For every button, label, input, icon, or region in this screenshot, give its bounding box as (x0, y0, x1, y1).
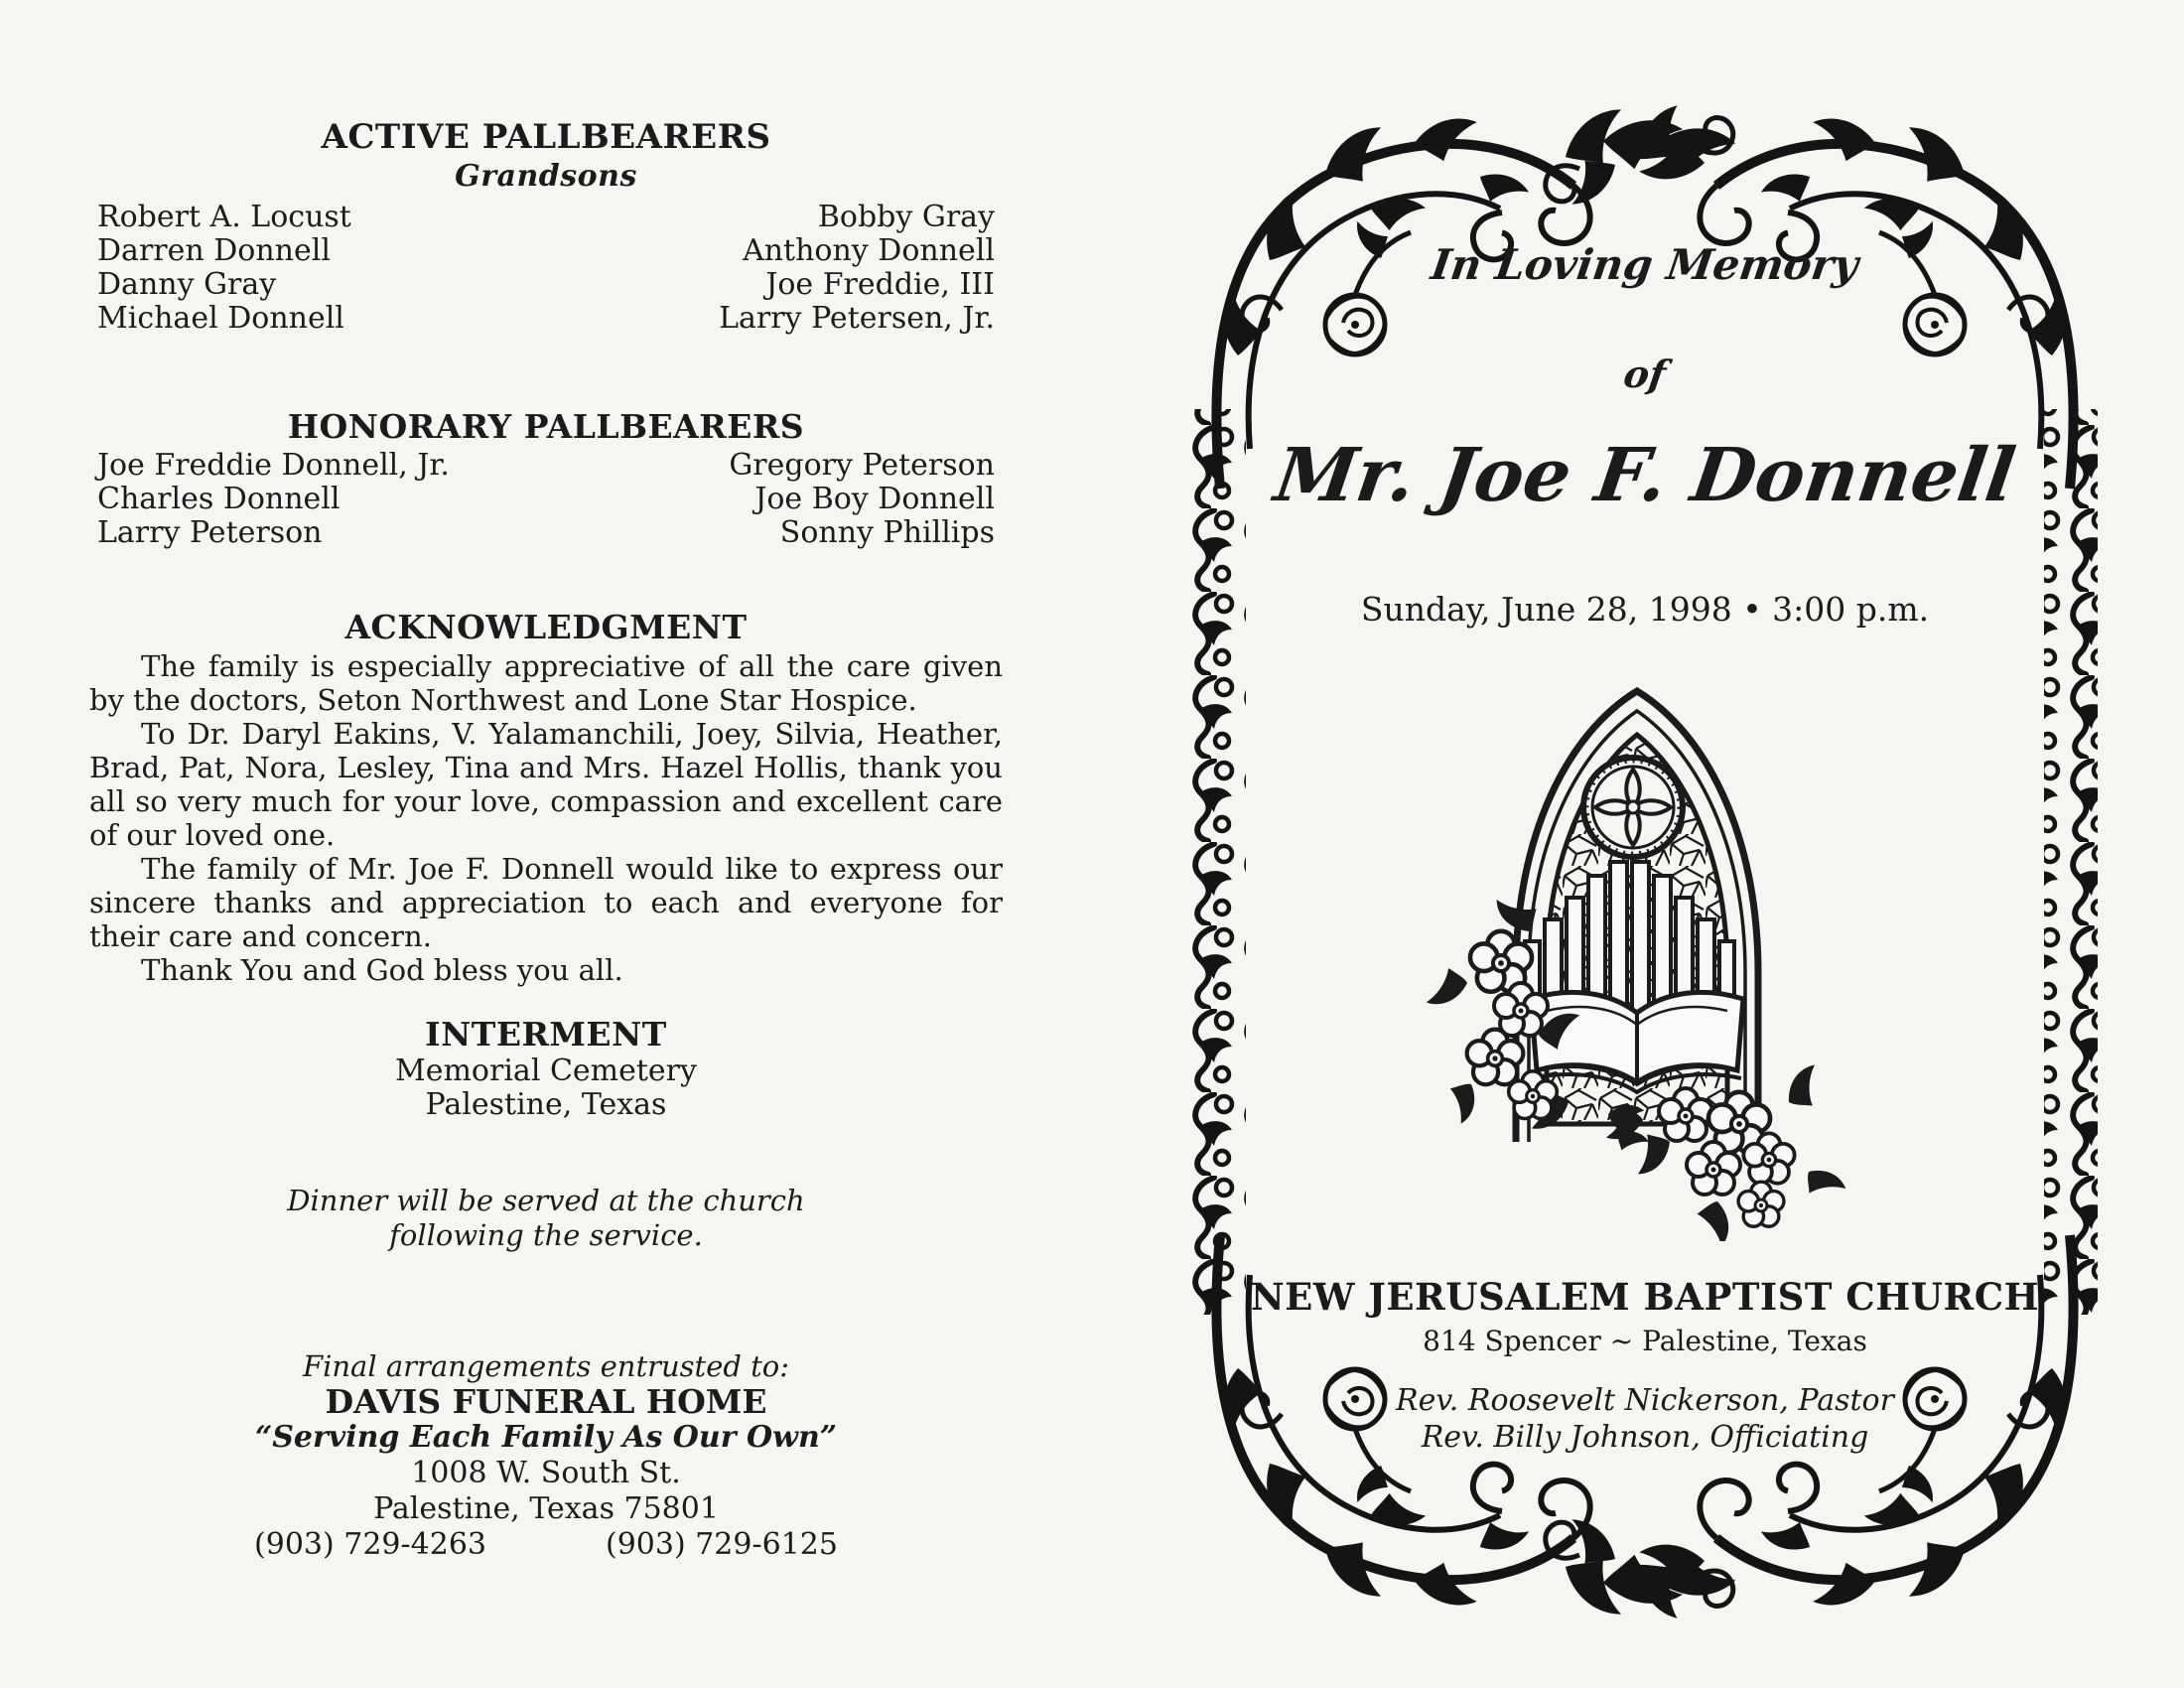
phone-number: (903) 729-4263 (254, 1527, 486, 1562)
pallbearer-name: Michael Donnell (97, 301, 344, 336)
memorial-of: of (1620, 352, 1670, 396)
pallbearer-name: Darren Donnell (97, 233, 331, 268)
acknowledgment-paragraph: Thank You and God bless you all. (141, 953, 623, 987)
pallbearer-name: Joe Freddie Donnell, Jr. (97, 448, 450, 483)
pallbearer-name: Robert A. Locust (97, 200, 351, 234)
pallbearer-name: Danny Gray (97, 267, 277, 302)
acknowledgment-text (89, 649, 1003, 987)
pallbearer-name: Larry Petersen, Jr. (719, 301, 995, 336)
pallbearer-name: Anthony Donnell (743, 233, 995, 268)
church-address: 814 Spencer ~ Palestine, Texas (1423, 1325, 1867, 1357)
phone-number: (903) 729-6125 (606, 1527, 838, 1562)
pallbearer-name: Joe Freddie, III (765, 267, 995, 302)
dinner-note: Dinner will be served at the church following the service. (287, 1184, 805, 1252)
pallbearer-name: Charles Donnell (97, 482, 341, 516)
funeral-home-name: DAVIS FUNERAL HOME (325, 1382, 767, 1421)
acknowledgment-paragraph: The family is especially appreciative of all the care given by the doctors, Seton Northwest and Lone Star Hospice. (89, 649, 1003, 717)
interment-title: INTERMENT (425, 1015, 667, 1054)
memorial-heading (1186, 240, 2104, 289)
pallbearer-name: Sonny Phillips (779, 515, 995, 550)
cover-page (1186, 91, 2104, 1632)
acknowledgment-paragraph: To Dr. Daryl Eakins, V. Yalamanchili, Joey, Silvia, Heather, Brad, Pat, Nora, Lesley, Tina and Mrs. Hazel Hollis, thank you all so very much for your love, compassion and excellent care of our loved one. (89, 717, 1003, 852)
funeral-home-city: Palestine, Texas 75801 (373, 1491, 719, 1526)
honorary-pallbearers-title: HONORARY PALLBEARERS (287, 407, 805, 446)
interment-details (89, 1055, 1003, 1122)
clergy-block (1186, 1382, 2104, 1456)
acknowledgment-title: ACKNOWLEDGMENT (344, 608, 748, 646)
pastor-line: Rev. Roosevelt Nickerson, Pastor (1396, 1383, 1894, 1418)
funeral-home-phones (89, 1527, 1003, 1563)
officiant-line: Rev. Billy Johnson, Officiating (1421, 1420, 1869, 1455)
acknowledgment-paragraph: The family of Mr. Joe F. Donnell would like to express our sincere thanks and appreciation to each and everyone for their care and concern. (89, 852, 1003, 953)
service-datetime: Sunday, June 28, 1998 • 3:00 p.m. (1360, 590, 1930, 629)
active-pallbearers-subtitle: Grandsons (455, 159, 637, 194)
stained-glass-window-illustration (1420, 675, 1846, 1241)
pallbearer-name: Joe Boy Donnell (754, 482, 995, 516)
pallbearer-name: Bobby Gray (817, 200, 995, 234)
funeral-home-street: 1008 W. South St. (411, 1456, 681, 1490)
funeral-home-slogan: “Serving Each Family As Our Own” (254, 1420, 838, 1455)
church-name: NEW JERUSALEM BAPTIST CHURCH (1250, 1275, 2040, 1319)
in-loving-memory-text: In Loving Memory (1428, 240, 1862, 289)
active-pallbearers-list (89, 201, 1003, 336)
left-page (89, 0, 1003, 1688)
active-pallbearers-title: ACTIVE PALLBEARERS (321, 117, 771, 157)
interment-place: Memorial Cemetery (395, 1054, 697, 1088)
funeral-home-block (89, 1348, 1003, 1563)
pallbearer-name: Larry Peterson (97, 515, 323, 550)
honorary-pallbearers-list (89, 449, 1003, 550)
interment-city: Palestine, Texas (425, 1087, 667, 1122)
funeral-home-intro: Final arrangements entrusted to: (302, 1349, 790, 1383)
pallbearer-name: Gregory Peterson (729, 448, 995, 483)
deceased-name: Mr. Joe F. Donnell (1270, 433, 2020, 518)
